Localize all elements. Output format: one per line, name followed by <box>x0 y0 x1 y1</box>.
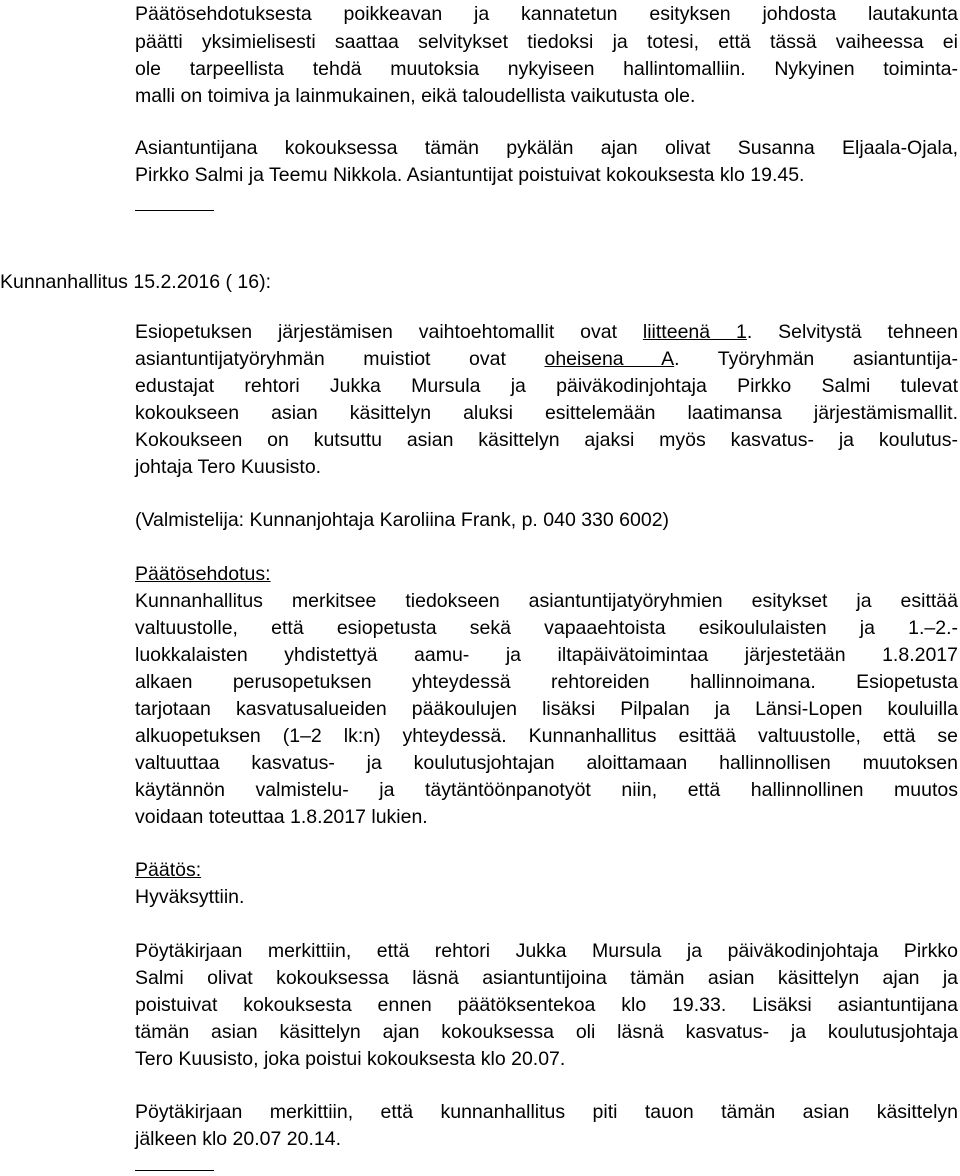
text-line: johtaja Tero Kuusisto. <box>135 456 322 478</box>
preparer-info: (Valmistelija: Kunnanjohtaja Karoliina Frank, p. 040 330 6002) <box>135 509 670 531</box>
text-span: . Työryhmän asiantuntija- <box>674 348 958 370</box>
text-line: Pöytäkirjaan merkittiin, että kunnanhallitus piti tauon tämän asian käsittelyn <box>135 1101 958 1123</box>
attachment-1-link[interactable]: liitteenä 1 <box>642 321 747 343</box>
text-line: Salmi olivat kokouksessa läsnä asiantuntijoina tämän asian käsittelyn ajan ja <box>135 967 958 989</box>
text-line <box>135 320 958 344</box>
text-line: alkuopetuksen (1–2 lk:n) yhteydessä. Kunnanhallitus esittää valtuustolle, että se <box>135 725 958 747</box>
separator-line <box>135 210 214 211</box>
text-line: Kunnanhallitus merkitsee tiedokseen asiantuntijatyöryhmien esitykset ja esittää <box>135 590 958 612</box>
text-span: . Selvitystä tehneen <box>746 321 958 343</box>
text-line: Tero Kuusisto, joka poistui kokouksesta klo 20.07. <box>135 1048 566 1070</box>
text-line: valtuuttaa kasvatus- ja koulutusjohtajan aloittamaan hallinnollisen muutoksen <box>135 752 958 774</box>
text-line: malli on toimiva ja lainmukainen, eikä taloudellista vaikutusta ole. <box>135 85 696 107</box>
decision-text: Hyväksyttiin. <box>135 886 245 908</box>
text-line: poistuivat kokouksesta ennen päätöksentekoa klo 19.33. Lisäksi asiantuntijana <box>135 994 958 1016</box>
text-line: ole tarpeellista tehdä muutoksia nykyiseen hallintomalliin. Nykyinen toiminta- <box>135 58 958 80</box>
text-line: Päätösehdotuksesta poikkeavan ja kannatetun esityksen johdosta lautakunta <box>135 3 958 25</box>
text-line: alkaen perusopetuksen yhteydessä rehtoreiden hallinnoimana. Esiopetusta <box>135 671 958 693</box>
text-span: Esiopetuksen järjestämisen vaihtoehtomallit ovat <box>135 321 643 343</box>
proposal-label-text: Päätösehdotus: <box>135 563 271 585</box>
text-line: jälkeen klo 20.07 20.14. <box>135 1128 341 1150</box>
text-span: asiantuntijatyöryhmän muistiot ovat <box>135 348 545 370</box>
text-line: valtuustolle, että esiopetusta sekä vapaaehtoista esikoululaisten ja 1.–2.- <box>135 617 958 639</box>
text-line: Pirkko Salmi ja Teemu Nikkola. Asiantuntijat poistuivat kokouksesta klo 19.45. <box>135 164 805 186</box>
section-heading: Kunnanhallitus 15.2.2016 ( 16): <box>0 271 272 293</box>
proposal-label <box>135 562 960 586</box>
text-line: kokoukseen asian käsittelyn aluksi esittelemään laatimansa järjestämismallit. <box>135 402 958 424</box>
text-line: käytännön valmistelu- ja täytäntöönpanotyöt niin, että hallinnollinen muutos <box>135 779 958 801</box>
text-line: päätti yksimielisesti saattaa selvitykset tiedoksi ja totesi, että tässä vaiheessa ei <box>135 31 958 53</box>
text-line: Kokoukseen on kutsuttu asian käsittelyn ajaksi myös kasvatus- ja koulutus- <box>135 429 958 451</box>
text-line: voidaan toteuttaa 1.8.2017 lukien. <box>135 806 428 828</box>
text-line: tämän asian käsittelyn ajan kokouksessa oli läsnä kasvatus- ja koulutusjohtaja <box>135 1021 958 1043</box>
text-line: Pöytäkirjaan merkittiin, että rehtori Jukka Mursula ja päiväkodinjohtaja Pirkko <box>135 940 958 962</box>
text-line <box>135 347 958 371</box>
decision-label-text: Päätös: <box>135 859 202 881</box>
text-line: Asiantuntijana kokouksessa tämän pykälän ajan olivat Susanna Eljaala-Ojala, <box>135 137 958 159</box>
text-line: edustajat rehtori Jukka Mursula ja päiväkodinjohtaja Pirkko Salmi tulevat <box>135 375 958 397</box>
text-line: luokkalaisten yhdistettyä aamu- ja iltapäivätoimintaa järjestetään 1.8.2017 <box>135 644 958 666</box>
attachment-a-link[interactable]: oheisena A <box>544 348 675 370</box>
decision-label <box>135 858 960 882</box>
separator-line <box>135 1170 214 1171</box>
text-line: tarjotaan kasvatusalueiden pääkoulujen lisäksi Pilpalan ja Länsi-Lopen kouluilla <box>135 698 958 720</box>
